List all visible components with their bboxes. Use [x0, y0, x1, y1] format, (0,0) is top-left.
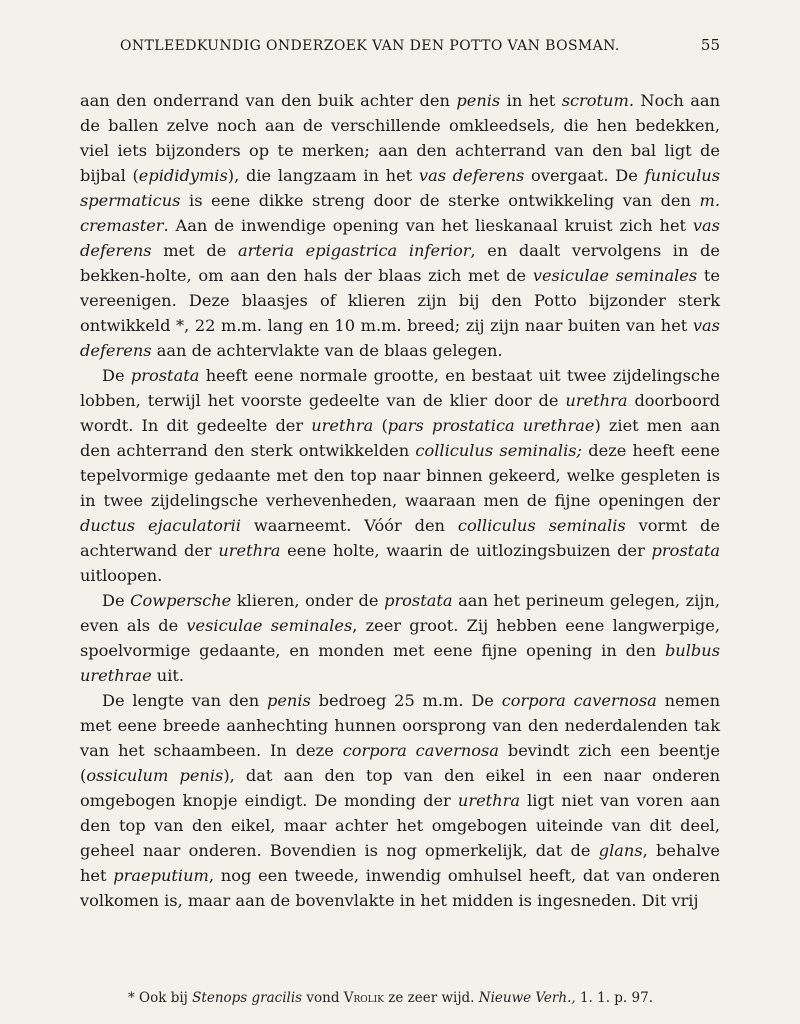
- text-run: vormt de achterwand der: [80, 516, 721, 560]
- text-run: te vereenigen. Deze blaasjes of klieren zijn bij den Potto bijzonder sterk ontwikkeld *, 22 m.m. lang en 10 m.m. breed; zij zijn naar buiten van het: [80, 266, 720, 335]
- text-run: 1. 1. p. 97.: [575, 990, 653, 1006]
- italic-term: prostata: [384, 591, 453, 610]
- italic-term: arteria epigastrica inferior: [237, 241, 471, 260]
- italic-term: pars prostatica urethrae: [387, 416, 595, 435]
- text-run: uit.: [151, 666, 185, 685]
- italic-term: ossiculum penis: [86, 766, 224, 785]
- text-run: bedroeg 25 m.m. De: [310, 691, 502, 710]
- italic-term: corpora cavernosa: [342, 741, 499, 760]
- italic-term: scrotum.: [561, 91, 634, 110]
- text-run: , en daalt vervolgens in de bekken-holte, om aan den hals der blaas zich met de: [80, 241, 720, 285]
- footnote: [128, 990, 748, 1006]
- italic-term: funiculus spermaticus: [80, 166, 721, 210]
- page: [80, 30, 720, 913]
- text-run: Noch aan de ballen zelve noch aan de verschillende omkleedsels, die hen bedekken, viel iets bijzonders op te merken; aan den achterrand van den bal ligt de bijbal (: [80, 91, 721, 185]
- text-run: aan den onderrand van den buik achter den: [80, 91, 457, 110]
- italic-term: vas deferens: [80, 216, 720, 260]
- text-run: klieren, onder de: [231, 591, 385, 610]
- text-run: met de: [151, 241, 238, 260]
- italic-term: Cowpersche: [130, 591, 232, 610]
- italic-term: corpora cavernosa: [501, 691, 657, 710]
- text-run: , nog een tweede, inwendig omhulsel heeft, dat van onderen volkomen is, maar aan de bovenvlakte in het midden is ingesneden. Dit vrij: [80, 866, 720, 910]
- text-run: doorboord wordt. In dit gedeelte der: [80, 391, 720, 435]
- text-run: , behalve het: [80, 841, 720, 885]
- paragraph-3: [80, 588, 720, 688]
- italic-term: m. cremaster: [80, 191, 720, 235]
- italic-term: vas deferens: [80, 316, 720, 360]
- italic-term: prostata: [130, 366, 200, 385]
- italic-term: colliculus seminalis: [457, 516, 626, 535]
- text-run: ze zeer wijd.: [383, 990, 479, 1006]
- italic-term: glans: [598, 841, 643, 860]
- text-run: nemen met eene breede aanhechting hunnen oorsprong van den nederdalenden tak van het schaambeen. In deze: [80, 691, 720, 760]
- text-run: ), dat aan den top van den eikel in een naar onderen omgebogen knopje eindigt. De monding der: [80, 766, 720, 810]
- author-name: Vrolik: [343, 990, 384, 1006]
- text-run: vond: [302, 990, 344, 1006]
- italic-term: praeputium: [113, 866, 209, 885]
- text-run: in het: [500, 91, 562, 110]
- italic-term: urethra: [565, 391, 628, 410]
- text-run: ligt niet van voren aan den top van den eikel, maar achter het omgebogen uiteinde van dit deel, geheel naar onderen. Bovendien is nog opmerkelijk, dat de: [80, 791, 720, 860]
- text-run: heeft eene normale grootte, en bestaat uit twee zijdelingsche lobben, terwijl het voorste gedeelte van de klier door de: [80, 366, 720, 410]
- italic-term: urethra: [218, 541, 281, 560]
- italic-term: vesiculae seminales: [532, 266, 698, 285]
- text-run: * Ook bij: [128, 990, 193, 1006]
- text-run: (: [373, 416, 388, 435]
- text-run: , zeer groot. Zij hebben eene langwerpige, spoelvormige gedaante, en monden met eene fijne opening in den: [80, 616, 720, 660]
- text-run: waarneemt. Vóór den: [240, 516, 458, 535]
- italic-term: ductus ejaculatorii: [80, 516, 241, 535]
- italic-term: prostata: [651, 541, 720, 560]
- text-run: bevindt zich een beentje (: [80, 741, 720, 785]
- body-text: [80, 88, 720, 913]
- text-run: De: [102, 591, 131, 610]
- italic-term: bulbus urethrae: [80, 641, 720, 685]
- paragraph-2: [80, 363, 720, 588]
- text-run: aan de achtervlakte van de blaas gelegen.: [151, 341, 503, 360]
- italic-term: epididymis: [138, 166, 228, 185]
- running-head: ONTLEEDKUNDIG ONDERZOEK VAN DEN POTTO VAN BOSMAN.: [120, 38, 620, 54]
- italic-term: urethra: [457, 791, 520, 810]
- italic-term: Stenops gracilis: [192, 990, 303, 1006]
- italic-term: penis: [456, 91, 501, 110]
- paragraph-1: [80, 88, 720, 363]
- text-run: De: [102, 366, 131, 385]
- text-run: eene holte, waarin de uitlozingsbuizen der: [280, 541, 652, 560]
- text-run: . Aan de inwendige opening van het lieskanaal kruist zich het: [163, 216, 693, 235]
- text-run: uitloopen.: [80, 566, 163, 585]
- text-run: ) ziet men aan den achterrand den sterk ontwikkelden: [80, 416, 721, 460]
- italic-term: vas deferens: [418, 166, 525, 185]
- italic-term: vesiculae seminales: [186, 616, 353, 635]
- page-number: 55: [700, 36, 720, 54]
- text-run: aan het perineum gelegen, zijn, even als de: [80, 591, 720, 635]
- text-run: overgaat. De: [524, 166, 645, 185]
- italic-term: urethra: [311, 416, 374, 435]
- page-header: [80, 30, 720, 56]
- text-run: is eene dikke streng door de sterke ontwikkeling van den: [180, 191, 700, 210]
- paragraph-4: [80, 688, 720, 913]
- text-run: De lengte van den: [102, 691, 267, 710]
- italic-term: Nieuwe Verh.,: [478, 990, 576, 1006]
- italic-term: penis: [266, 691, 311, 710]
- text-run: deze heeft eene tepelvormige gedaante met den top naar binnen gekeerd, welke gespleten is in twee zijdelingsche verhevenheden, waaraan men de fijne openingen der: [80, 441, 721, 510]
- text-run: ), die langzaam in het: [227, 166, 419, 185]
- italic-term: colliculus seminalis;: [415, 441, 583, 460]
